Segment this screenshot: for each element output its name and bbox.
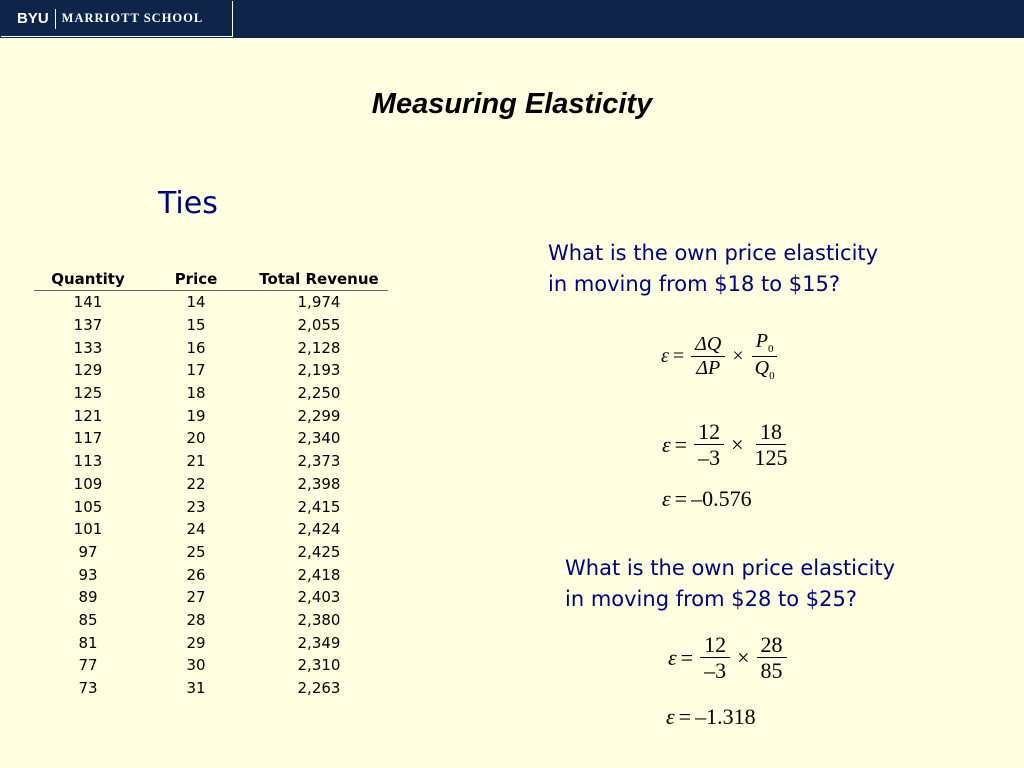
table-row	[34, 518, 388, 541]
cell-quantity: 89	[78, 588, 98, 607]
equals-sign: =	[674, 486, 688, 511]
elasticity-result-1	[662, 486, 752, 512]
table-row	[34, 563, 388, 586]
table-row	[34, 404, 388, 427]
cell-quantity: 97	[78, 542, 98, 561]
question-1	[548, 238, 878, 300]
fraction-dq-dp	[691, 333, 725, 380]
header-quantity: Quantity	[34, 268, 142, 291]
demand-table	[34, 268, 388, 699]
logo-divider	[55, 9, 56, 29]
cell-quantity: 77	[78, 656, 98, 675]
elasticity-calc-2	[668, 632, 790, 684]
cell-price: 31	[186, 679, 206, 698]
result-value: –1.318	[695, 704, 756, 729]
q-symbol: Q	[754, 356, 770, 379]
table-row	[34, 541, 388, 564]
numerator: 12	[700, 632, 730, 658]
header-price: Price	[142, 268, 250, 291]
cell-quantity: 101	[73, 520, 103, 539]
times-sign: ×	[737, 644, 750, 670]
cell-price: 27	[186, 588, 206, 607]
cell-quantity: 73	[78, 679, 98, 698]
equals-sign: =	[680, 644, 694, 670]
cell-total-revenue: 1,974	[297, 293, 341, 312]
cell-quantity: 133	[73, 338, 103, 357]
cell-total-revenue: 2,349	[297, 633, 341, 652]
cell-total-revenue: 2,373	[297, 452, 341, 471]
cell-total-revenue: 2,055	[297, 316, 341, 335]
numerator-p0	[752, 330, 778, 357]
cell-quantity: 93	[78, 565, 98, 584]
cell-quantity: 121	[73, 406, 103, 425]
denominator: –3	[698, 445, 721, 471]
fraction-quantity-change	[700, 632, 730, 684]
cell-total-revenue: 2,193	[297, 361, 341, 380]
cell-price: 15	[186, 316, 206, 335]
logo-byu-text: BYU	[17, 10, 49, 27]
slide-subtitle: Ties	[158, 186, 218, 221]
cell-quantity: 117	[73, 429, 103, 448]
cell-price: 14	[186, 293, 206, 312]
cell-total-revenue: 2,299	[297, 406, 341, 425]
cell-quantity: 129	[73, 361, 103, 380]
cell-price: 19	[186, 406, 206, 425]
fraction-price-quantity	[757, 632, 787, 684]
epsilon-symbol: ε	[666, 704, 675, 729]
table-row	[34, 291, 388, 314]
cell-price: 17	[186, 361, 206, 380]
table-row	[34, 314, 388, 337]
times-sign: ×	[732, 344, 744, 367]
question-2-line-2: in moving from $28 to $25?	[565, 587, 857, 611]
denominator-dp: ΔP	[696, 356, 721, 379]
cell-quantity: 113	[73, 452, 103, 471]
cell-total-revenue: 2,415	[297, 497, 341, 516]
cell-price: 25	[186, 542, 206, 561]
cell-price: 23	[186, 497, 206, 516]
cell-total-revenue: 2,398	[297, 474, 341, 493]
denominator: –3	[704, 658, 727, 684]
epsilon-symbol: ε	[662, 431, 671, 457]
table-row	[34, 450, 388, 473]
table-body	[34, 291, 388, 700]
slide-title: Measuring Elasticity	[371, 88, 653, 120]
fraction-quantity-change	[694, 419, 724, 471]
table-row	[34, 609, 388, 632]
fraction-price-quantity	[751, 419, 792, 471]
cell-total-revenue: 2,310	[297, 656, 341, 675]
question-1-line-1: What is the own price elasticity	[548, 241, 879, 265]
cell-total-revenue: 2,425	[297, 542, 341, 561]
cell-total-revenue: 2,418	[297, 565, 341, 584]
cell-total-revenue: 2,250	[297, 384, 341, 403]
cell-price: 24	[186, 520, 206, 539]
cell-price: 30	[186, 656, 206, 675]
denominator-q0	[751, 357, 779, 383]
q-subscript: 0	[769, 369, 775, 382]
table-row	[34, 631, 388, 654]
cell-total-revenue: 2,380	[297, 610, 341, 629]
denominator: 85	[760, 658, 783, 684]
table-row	[34, 473, 388, 496]
cell-quantity: 105	[73, 497, 103, 516]
cell-total-revenue: 2,403	[297, 588, 341, 607]
cell-price: 26	[186, 565, 206, 584]
table-row	[34, 382, 388, 405]
epsilon-symbol: ε	[661, 344, 669, 367]
result-value: –0.576	[691, 486, 752, 511]
question-1-line-2: in moving from $18 to $15?	[548, 272, 840, 296]
numerator: 28	[757, 632, 787, 658]
denominator: 125	[754, 445, 788, 471]
cell-price: 29	[186, 633, 206, 652]
elasticity-result-2	[666, 704, 756, 730]
cell-price: 28	[186, 610, 206, 629]
cell-quantity: 137	[73, 316, 103, 335]
elasticity-calc-1	[662, 419, 795, 471]
table-row	[34, 359, 388, 382]
cell-quantity: 109	[73, 474, 103, 493]
p-symbol: P	[755, 330, 768, 352]
table-row	[34, 586, 388, 609]
cell-total-revenue: 2,424	[297, 520, 341, 539]
times-sign: ×	[731, 431, 744, 457]
table-row	[34, 427, 388, 450]
table-row	[34, 677, 388, 700]
question-2	[565, 553, 895, 615]
cell-total-revenue: 2,128	[297, 338, 341, 357]
question-2-line-1: What is the own price elasticity	[565, 556, 896, 580]
numerator: 18	[756, 419, 786, 445]
numerator: 12	[694, 419, 724, 445]
cell-quantity: 81	[78, 633, 98, 652]
numerator-dq: ΔQ	[691, 333, 725, 357]
epsilon-symbol: ε	[662, 486, 671, 511]
cell-total-revenue: 2,340	[297, 429, 341, 448]
table-row	[34, 654, 388, 677]
fraction-p0-q0	[751, 330, 779, 382]
cell-quantity: 85	[78, 610, 98, 629]
logo-school-text: MARRIOTT SCHOOL	[61, 11, 204, 25]
table-header-row	[34, 268, 388, 291]
cell-price: 22	[186, 474, 206, 493]
cell-total-revenue: 2,263	[297, 679, 341, 698]
cell-price: 20	[186, 429, 206, 448]
cell-quantity: 141	[73, 293, 103, 312]
equals-sign: =	[672, 344, 685, 367]
equals-sign: =	[674, 431, 688, 457]
cell-price: 16	[186, 338, 206, 357]
cell-price: 21	[186, 452, 206, 471]
cell-quantity: 125	[73, 384, 103, 403]
epsilon-symbol: ε	[668, 644, 677, 670]
p-subscript: 0	[767, 343, 774, 355]
header-total-revenue: Total Revenue	[250, 268, 388, 291]
cell-price: 18	[186, 384, 206, 403]
elasticity-formula	[661, 330, 782, 382]
table-row	[34, 336, 388, 359]
equals-sign: =	[678, 704, 692, 729]
table-row	[34, 495, 388, 518]
byu-marriott-logo	[1, 1, 233, 37]
